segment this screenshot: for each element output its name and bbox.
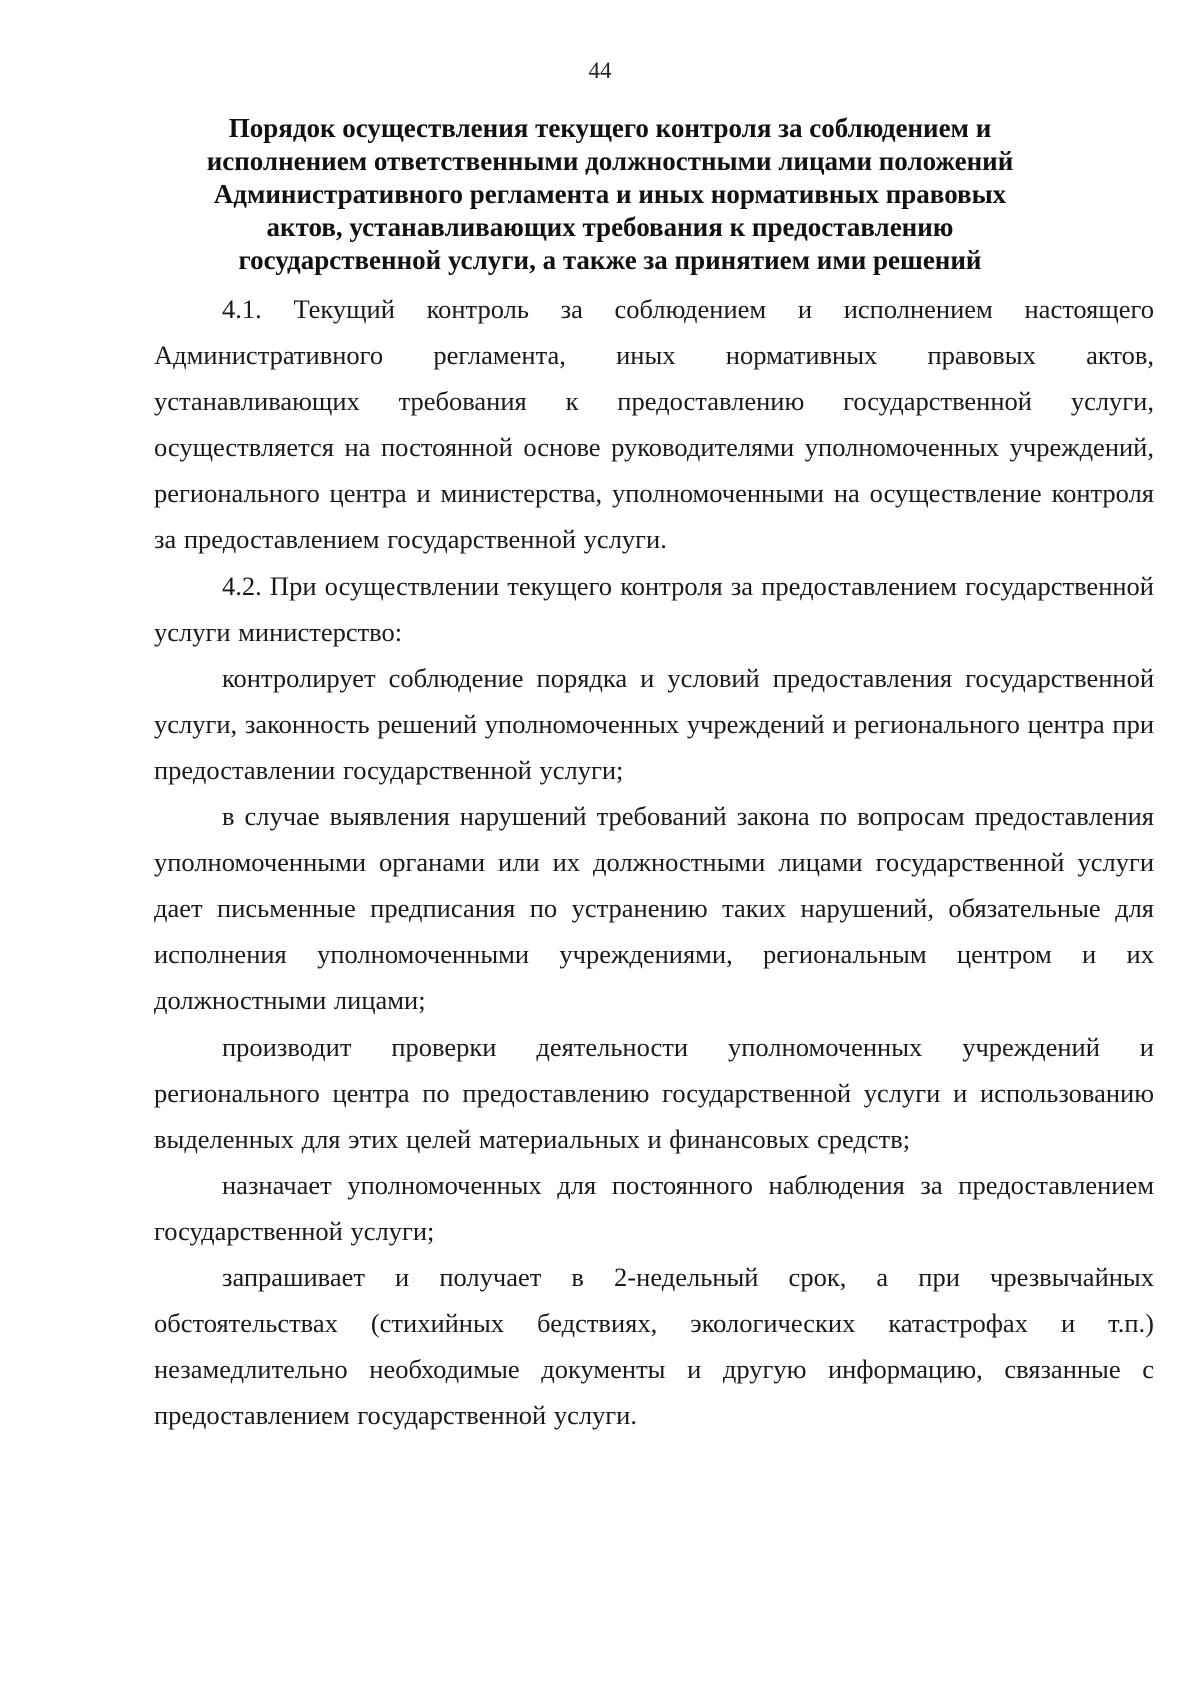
- heading-line: исполнением ответственными должностными лицами положений: [206, 146, 1014, 176]
- list-item-appoints: назначает уполномоченных для постоянного наблюдения за предоставлением государственной услуги;: [154, 1169, 1154, 1246]
- heading-line: Порядок осуществления текущего контроля за соблюдением и: [228, 113, 992, 143]
- heading-line: Административного регламента и иных нормативных правовых: [213, 179, 1007, 209]
- section-heading: [150, 112, 1070, 277]
- page-number: 44: [588, 58, 612, 83]
- list-item-controls: контролирует соблюдение порядка и условий предоставления государственной услуги, законность решений уполномоченных учреждений и регионального центра при предоставлении государственной услуги;: [154, 662, 1154, 785]
- list-item-requests: запрашивает и получает в 2-недельный срок, а при чрезвычайных обстоятельствах (стихийных бедствиях, экологических катастрофах и т.п.) незамедлительно необходимые документы и другую информацию, связанные с предоставлением государственной услуги.: [154, 1261, 1154, 1431]
- list-item-violations: в случае выявления нарушений требований закона по вопросам предоставления уполномоченными органами или их должностными лицами государственной услуги дает письменные предписания по устранению таких нарушений, обязательные для исполнения уполномоченными учреждениями, региональным центром и их должностными лицами;: [154, 801, 1154, 1016]
- body-text: [154, 286, 1154, 1438]
- heading-line: актов, устанавливающих требования к предоставлению: [266, 212, 954, 242]
- heading-line: государственной услуги, а также за принятием ими решений: [238, 245, 982, 275]
- paragraph-4-1: 4.1. Текущий контроль за соблюдением и исполнением настоящего Административного регламента, иных нормативных правовых актов, устанавливающих требования к предоставлению государственной услуги, осуществляется на постоянной основе руководителями уполномоченных учреждений, регионального центра и министерства, уполномоченными на осуществление контроля за предоставлением государственной услуги.: [154, 294, 1154, 555]
- paragraph-4-2: 4.2. При осуществлении текущего контроля за предоставлением государственной услуги министерство:: [154, 570, 1154, 647]
- list-item-inspections: производит проверки деятельности уполномоченных учреждений и регионального центра по предоставлению государственной услуги и использованию выделенных для этих целей материальных и финансовых средств;: [154, 1031, 1154, 1154]
